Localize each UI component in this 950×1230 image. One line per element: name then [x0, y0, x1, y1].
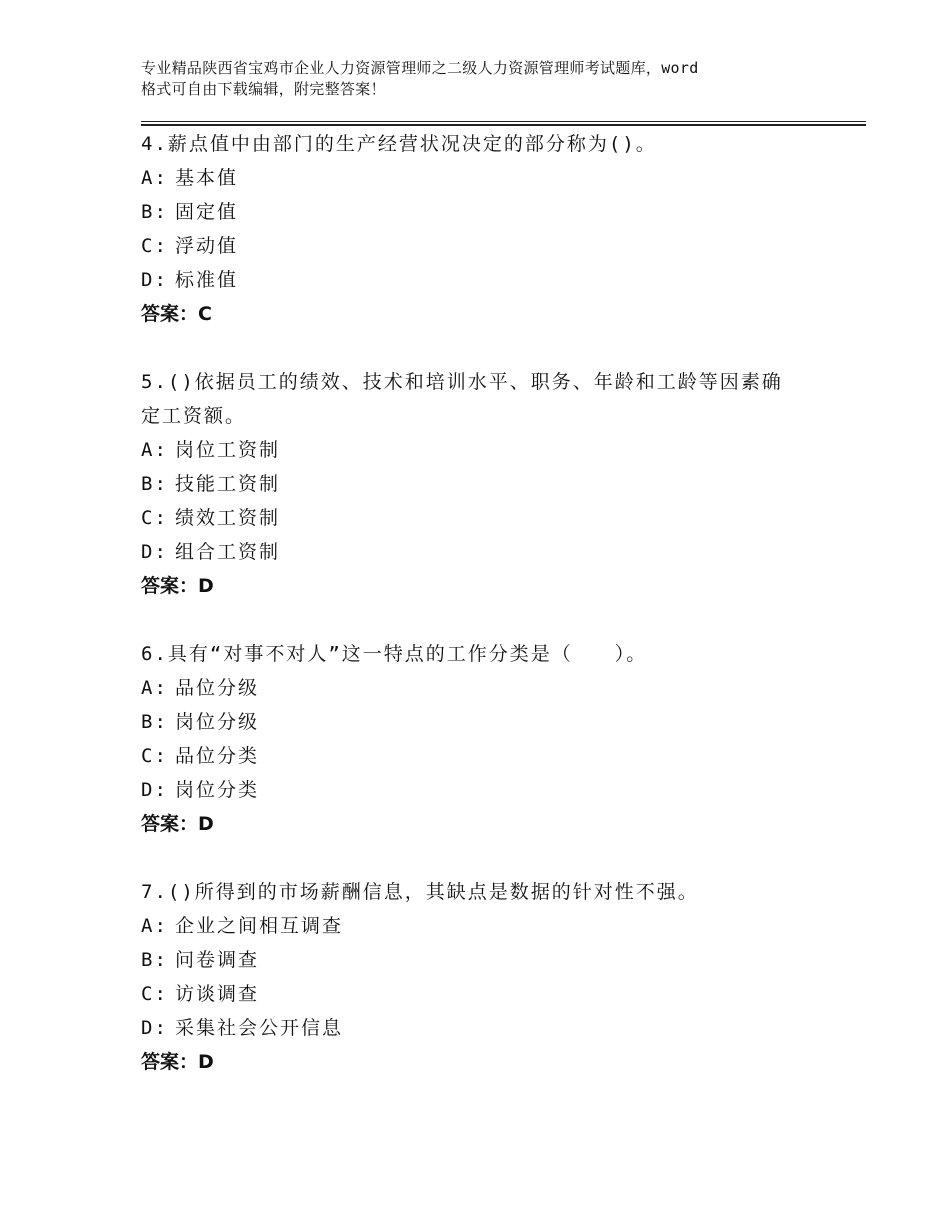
option-label: B:: [141, 473, 168, 495]
option-a: [141, 161, 841, 195]
option-c: [141, 739, 841, 773]
option-d: [141, 1011, 841, 1045]
option-text: 技能工资制: [175, 473, 281, 495]
question-6: [141, 637, 841, 841]
option-b: [141, 195, 841, 229]
answer-line: 答案：C: [141, 303, 212, 325]
option-label: C:: [141, 507, 168, 529]
option-text: 岗位分类: [175, 779, 260, 801]
question-text: 6.具有“对事不对人”这一特点的工作分类是（ ）。: [141, 643, 648, 665]
option-b: [141, 705, 841, 739]
question-text: 7.()所得到的市场薪酬信息，其缺点是数据的针对性不强。: [141, 881, 699, 903]
option-label: D:: [141, 541, 168, 563]
question-7: [141, 875, 841, 1079]
option-d: [141, 263, 841, 297]
option-label: B:: [141, 949, 168, 971]
question-text: 4.薪点值中由部门的生产经营状况决定的部分称为()。: [141, 133, 657, 155]
question-text: 5.()依据员工的绩效、技术和培训水平、职务、年龄和工龄等因素确: [141, 371, 783, 393]
option-text: 基本值: [175, 167, 239, 189]
option-b: [141, 943, 841, 977]
answer-line: 答案：D: [141, 813, 214, 835]
option-a: [141, 909, 841, 943]
option-label: A:: [141, 915, 168, 937]
option-c: [141, 501, 841, 535]
header-divider-thin: [141, 121, 866, 122]
option-label: B:: [141, 711, 168, 733]
option-label: C:: [141, 745, 168, 767]
option-text: 岗位工资制: [175, 439, 281, 461]
option-label: A:: [141, 439, 168, 461]
option-text: 组合工资制: [175, 541, 281, 563]
option-a: [141, 433, 841, 467]
option-label: D:: [141, 779, 168, 801]
option-text: 岗位分级: [175, 711, 260, 733]
option-text: 品位分级: [175, 677, 260, 699]
header-line-1: 专业精品陕西省宝鸡市企业人力资源管理师之二级人力资源管理师考试题库，word: [141, 59, 699, 77]
option-label: B:: [141, 201, 168, 223]
answer-line: 答案：D: [141, 1051, 214, 1073]
answer-line: 答案：D: [141, 575, 214, 597]
option-text: 固定值: [175, 201, 239, 223]
question-text-continued: 定工资额。: [141, 405, 247, 427]
option-text: 绩效工资制: [175, 507, 281, 529]
option-label: C:: [141, 983, 168, 1005]
option-text: 采集社会公开信息: [175, 1017, 344, 1039]
document-header: [141, 58, 841, 100]
option-c: [141, 977, 841, 1011]
option-label: C:: [141, 235, 168, 257]
option-text: 企业之间相互调查: [175, 915, 344, 937]
question-list: [141, 127, 841, 1113]
option-label: A:: [141, 167, 168, 189]
option-text: 访谈调查: [175, 983, 260, 1005]
option-text: 标准值: [175, 269, 239, 291]
option-label: A:: [141, 677, 168, 699]
header-line-2: 格式可自由下载编辑，附完整答案！: [141, 80, 386, 98]
option-a: [141, 671, 841, 705]
option-c: [141, 229, 841, 263]
option-text: 问卷调查: [175, 949, 260, 971]
option-d: [141, 773, 841, 807]
header-divider-thick: [141, 124, 866, 126]
question-5: [141, 365, 841, 603]
option-text: 浮动值: [175, 235, 239, 257]
option-b: [141, 467, 841, 501]
question-4: [141, 127, 841, 331]
option-label: D:: [141, 269, 168, 291]
option-label: D:: [141, 1017, 168, 1039]
option-d: [141, 535, 841, 569]
option-text: 品位分类: [175, 745, 260, 767]
